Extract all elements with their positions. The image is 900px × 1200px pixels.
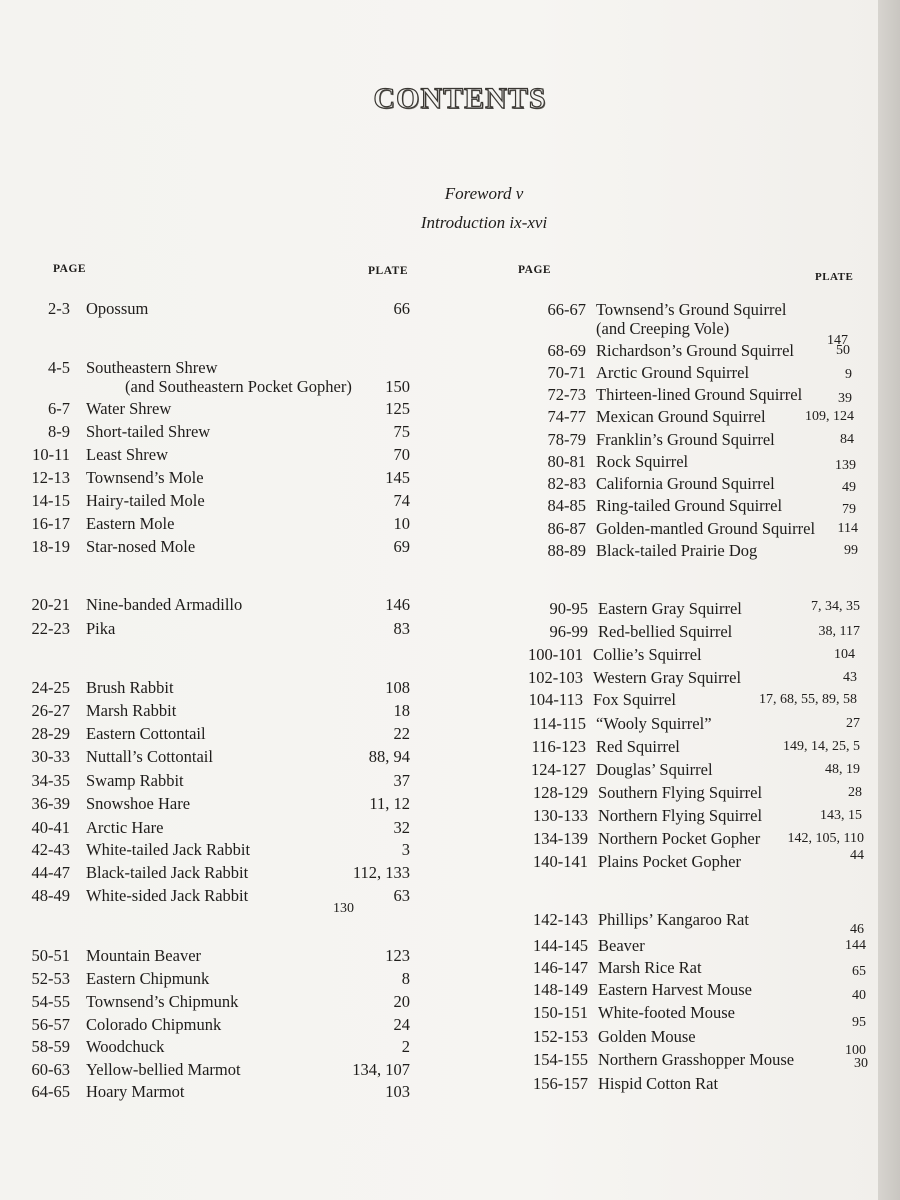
- entry-animal-name: Northern Grasshopper Mouse: [598, 1050, 795, 1069]
- entry-animal-name: Beaver: [598, 936, 645, 955]
- entry-page-range: 4-5: [48, 358, 70, 377]
- entry-page-range: 48-49: [31, 886, 70, 905]
- entry-page-range: 144-145: [533, 936, 588, 955]
- entry-plate-number: 38, 117: [818, 624, 860, 639]
- contents-entry: [510, 848, 864, 873]
- entry-animal-name: Golden-mantled Ground Squirrel: [596, 519, 816, 538]
- entry-plate-number: 142, 105, 110: [787, 831, 864, 846]
- entry-page-range: 24-25: [31, 678, 70, 697]
- entry-animal-name: Townsend’s Ground Squirrel: [596, 300, 787, 319]
- contents-entry: [510, 1026, 866, 1058]
- entry-page-range: 148-149: [533, 980, 588, 999]
- entry-plate-number: 18: [393, 701, 410, 720]
- entry-page-range: 100-101: [528, 645, 583, 664]
- entry-page-range: 114-115: [532, 714, 586, 733]
- entry-animal-name: Eastern Harvest Mouse: [598, 980, 752, 999]
- entry-plate-number: 17, 68, 55, 89, 58: [759, 692, 857, 707]
- contents-entry: [510, 935, 866, 957]
- entry-plate-number: 104: [834, 647, 855, 662]
- entry-plate-number: 95: [852, 1015, 866, 1030]
- entry-page-range: 6-7: [48, 399, 70, 418]
- entry-animal-name: Hoary Marmot: [86, 1082, 185, 1101]
- entry-plate-number: 143, 15: [820, 808, 862, 823]
- entry-plate-number: 149, 14, 25, 5: [783, 739, 860, 754]
- entry-page-range: 156-157: [533, 1074, 588, 1093]
- entry-page-range: 86-87: [547, 519, 586, 538]
- foreword-line: Foreword v: [444, 184, 524, 203]
- contents-entry: [510, 1049, 868, 1071]
- entry-page-range: 2-3: [48, 299, 70, 318]
- entry-plate-number: 83: [393, 619, 410, 638]
- entry-plate-number: 22: [393, 724, 410, 743]
- contents-entry: [505, 689, 857, 711]
- left-plate-header: PLATE: [368, 265, 408, 277]
- entry-animal-name: Douglas’ Squirrel: [596, 760, 713, 779]
- entry-plate-number: 43: [843, 670, 857, 685]
- entry-animal-name: Golden Mouse: [598, 1027, 696, 1046]
- entry-animal-name: Hispid Cotton Rat: [598, 1074, 719, 1093]
- entry-page-range: 140-141: [533, 852, 588, 871]
- contents-entry: [508, 406, 854, 428]
- entry-page-range: 142-143: [533, 910, 588, 929]
- entry-animal-name: Mexican Ground Squirrel: [596, 407, 766, 426]
- entry-animal-name: Least Shrew: [86, 445, 169, 464]
- left-page-header: PAGE: [53, 263, 87, 275]
- entry-page-range: 42-43: [31, 840, 70, 859]
- entry-animal-name: Marsh Rice Rat: [598, 958, 702, 977]
- contents-entry: [508, 429, 854, 451]
- entry-page-range: 52-53: [31, 969, 70, 988]
- entry-animal-name: Star-nosed Mole: [86, 537, 196, 556]
- entry-plate-number: 27: [846, 716, 860, 731]
- entry-plate-number: 75: [393, 422, 410, 441]
- entry-plate-number: 8: [401, 969, 410, 988]
- entry-animal-name: (and Creeping Vole): [596, 319, 730, 338]
- contents-entry: [508, 473, 856, 495]
- entry-page-range: 44-47: [31, 863, 70, 882]
- contents-entry: [508, 518, 858, 540]
- entry-page-range: 66-67: [547, 300, 586, 319]
- entry-plate-number: 24: [393, 1015, 410, 1034]
- entry-page-range: 130-133: [533, 806, 588, 825]
- entry-animal-name: Red-bellied Squirrel: [598, 622, 733, 641]
- entry-plate-number: 49: [842, 480, 856, 495]
- entry-plate-number: 145: [385, 468, 410, 487]
- entry-page-range: 8-9: [48, 422, 70, 441]
- entry-page-range: 20-21: [31, 595, 70, 614]
- entry-page-range: 18-19: [31, 537, 70, 556]
- contents-entry: [508, 736, 860, 758]
- entry-page-range: 84-85: [547, 496, 586, 515]
- entry-page-range: 74-77: [547, 407, 586, 426]
- contents-entry: [508, 495, 856, 517]
- entry-page-range: 22-23: [31, 619, 70, 638]
- entry-animal-name: Richardson’s Ground Squirrel: [596, 341, 794, 360]
- entry-animal-name: Brush Rabbit: [86, 678, 174, 697]
- entry-plate-number: 125: [385, 399, 410, 418]
- entry-animal-name: Yellow-bellied Marmot: [86, 1060, 241, 1079]
- entry-page-range: 72-73: [547, 385, 586, 404]
- entry-animal-name: Short-tailed Shrew: [86, 422, 211, 441]
- entry-animal-name: Fox Squirrel: [593, 690, 676, 709]
- entry-plate-number: 50: [836, 343, 850, 358]
- entry-animal-name: Rock Squirrel: [596, 452, 689, 471]
- entry-plate-number: 63: [393, 886, 410, 905]
- entry-animal-name: “Wooly Squirrel”: [596, 714, 712, 733]
- contents-entry: [505, 644, 855, 666]
- entry-plate-number: 99: [844, 543, 858, 558]
- entry-animal-name: Arctic Hare: [86, 818, 164, 837]
- entry-plate-number: 147: [827, 333, 848, 348]
- entry-page-range: 146-147: [533, 958, 588, 977]
- entry-animal-name: Water Shrew: [86, 399, 172, 418]
- contents-entry: [508, 362, 852, 384]
- contents-entry: [510, 805, 862, 827]
- contents-entry: [510, 1002, 866, 1030]
- entry-animal-name: Arctic Ground Squirrel: [596, 363, 750, 382]
- entry-page-range: 16-17: [31, 514, 70, 533]
- contents-entry: [510, 979, 866, 1001]
- entry-page-range: 30-33: [31, 747, 70, 766]
- entry-animal-name: Franklin’s Ground Squirrel: [596, 430, 775, 449]
- entry-plate-number: 9: [845, 367, 852, 382]
- entry-plate-number: 130: [333, 901, 354, 916]
- entry-animal-name: Southeastern Shrew: [86, 358, 218, 377]
- contents-entry: [510, 909, 864, 937]
- entry-animal-name: (and Southeastern Pocket Gopher): [125, 377, 352, 396]
- entry-page-range: 96-99: [549, 622, 588, 641]
- entry-page-range: 60-63: [31, 1060, 70, 1079]
- contents-entry: [508, 384, 852, 406]
- entry-animal-name: White-footed Mouse: [598, 1003, 736, 1022]
- entry-page-range: 36-39: [31, 794, 70, 813]
- entry-animal-name: Snowshoe Hare: [86, 794, 191, 813]
- entry-plate-number: 88, 94: [368, 747, 410, 766]
- entry-animal-name: Colorado Chipmunk: [86, 1015, 222, 1034]
- contents-entry: [0, 898, 354, 920]
- entry-plate-number: 32: [393, 818, 410, 837]
- entry-plate-number: 84: [840, 432, 854, 447]
- entry-plate-number: 123: [385, 946, 410, 965]
- entry-plate-number: 114: [837, 521, 858, 536]
- entry-plate-number: 40: [852, 988, 866, 1003]
- contents-entry: [510, 828, 864, 850]
- contents-entry: [510, 782, 862, 804]
- entry-page-range: 78-79: [547, 430, 586, 449]
- entry-animal-name: Hairy-tailed Mole: [86, 491, 205, 510]
- entry-animal-name: Eastern Chipmunk: [86, 969, 210, 988]
- entry-plate-number: 37: [393, 771, 410, 790]
- entry-page-range: 40-41: [31, 818, 70, 837]
- entry-plate-number: 11, 12: [369, 794, 410, 813]
- entry-animal-name: Red Squirrel: [596, 737, 680, 756]
- entry-plate-number: 139: [835, 458, 856, 473]
- entry-plate-number: 48, 19: [825, 762, 860, 777]
- entry-plate-number: 69: [393, 537, 410, 556]
- entry-page-range: 116-123: [531, 737, 586, 756]
- entry-page-range: 128-129: [533, 783, 588, 802]
- entry-page-range: 124-127: [531, 760, 586, 779]
- page-edge: [878, 0, 900, 1200]
- entry-animal-name: Woodchuck: [86, 1037, 165, 1056]
- entry-plate-number: 30: [854, 1056, 868, 1071]
- entry-page-range: 134-139: [533, 829, 588, 848]
- entry-plate-number: 65: [852, 964, 866, 979]
- entry-plate-number: 79: [842, 502, 856, 517]
- page-title: CONTENTS: [373, 82, 547, 115]
- entry-animal-name: Plains Pocket Gopher: [598, 852, 741, 871]
- entry-page-range: 102-103: [528, 668, 583, 687]
- entry-plate-number: 108: [385, 678, 410, 697]
- entry-plate-number: 150: [385, 377, 410, 396]
- entry-animal-name: Thirteen-lined Ground Squirrel: [596, 385, 803, 404]
- entry-page-range: 70-71: [547, 363, 586, 382]
- entry-animal-name: Swamp Rabbit: [86, 771, 184, 790]
- entry-animal-name: Collie’s Squirrel: [593, 645, 702, 664]
- entry-plate-number: 2: [401, 1037, 410, 1056]
- entry-animal-name: Northern Flying Squirrel: [598, 806, 763, 825]
- entry-animal-name: Marsh Rabbit: [86, 701, 177, 720]
- entry-page-range: 150-151: [533, 1003, 588, 1022]
- entry-animal-name: Townsend’s Mole: [86, 468, 204, 487]
- entry-page-range: 26-27: [31, 701, 70, 720]
- entry-animal-name: White-sided Jack Rabbit: [86, 886, 249, 905]
- entry-plate-number: 144: [845, 938, 866, 953]
- entry-plate-number: 100: [845, 1043, 866, 1058]
- entry-plate-number: 74: [393, 491, 410, 510]
- entry-animal-name: Pika: [86, 619, 116, 638]
- entry-page-range: 64-65: [31, 1082, 70, 1101]
- entry-plate-number: 10: [393, 514, 410, 533]
- entry-page-range: 50-51: [31, 946, 70, 965]
- entry-page-range: 28-29: [31, 724, 70, 743]
- entry-animal-name: Southern Flying Squirrel: [598, 783, 763, 802]
- contents-entry: [510, 957, 866, 979]
- entry-page-range: 54-55: [31, 992, 70, 1011]
- entry-animal-name: Phillips’ Kangaroo Rat: [598, 910, 749, 929]
- entry-plate-number: 28: [848, 785, 862, 800]
- entry-page-range: 152-153: [533, 1027, 588, 1046]
- right-page-header: PAGE: [518, 264, 552, 276]
- entry-page-range: 12-13: [31, 468, 70, 487]
- entry-page-range: 90-95: [549, 599, 588, 618]
- entry-page-range: 88-89: [547, 541, 586, 560]
- entry-plate-number: 20: [393, 992, 410, 1011]
- contents-entry: [508, 451, 856, 473]
- contents-entry: [508, 540, 858, 562]
- contents-entry: [508, 318, 848, 348]
- entry-animal-name: Western Gray Squirrel: [593, 668, 742, 687]
- entry-animal-name: Nuttall’s Cottontail: [86, 747, 213, 766]
- entry-animal-name: White-tailed Jack Rabbit: [86, 840, 251, 859]
- entry-page-range: 154-155: [533, 1050, 588, 1069]
- entry-page-range: 58-59: [31, 1037, 70, 1056]
- right-plate-header: PLATE: [815, 271, 854, 283]
- contents-entry: [510, 598, 860, 620]
- entry-page-range: 34-35: [31, 771, 70, 790]
- entry-animal-name: Townsend’s Chipmunk: [86, 992, 239, 1011]
- entry-plate-number: 146: [385, 595, 410, 614]
- entry-plate-number: 66: [393, 299, 410, 318]
- contents-entry: [510, 621, 860, 643]
- entry-animal-name: Black-tailed Prairie Dog: [596, 541, 758, 560]
- entry-plate-number: 103: [385, 1082, 410, 1101]
- contents-entry: [508, 340, 850, 362]
- entry-animal-name: Mountain Beaver: [86, 946, 202, 965]
- entry-page-range: 80-81: [547, 452, 586, 471]
- contents-entry: [505, 667, 857, 689]
- entry-page-range: 10-11: [32, 445, 70, 464]
- entry-animal-name: California Ground Squirrel: [596, 474, 775, 493]
- entry-plate-number: 3: [401, 840, 410, 859]
- introduction-line: Introduction ix-xvi: [420, 213, 548, 232]
- entry-page-range: 56-57: [31, 1015, 70, 1034]
- entry-animal-name: Eastern Gray Squirrel: [598, 599, 742, 618]
- entry-animal-name: Opossum: [86, 299, 149, 318]
- entry-plate-number: 46: [850, 922, 864, 937]
- entry-plate-number: 109, 124: [805, 409, 854, 424]
- entry-page-range: 82-83: [547, 474, 586, 493]
- entry-page-range: 104-113: [528, 690, 583, 709]
- entry-animal-name: Nine-banded Armadillo: [86, 595, 243, 614]
- entry-animal-name: Northern Pocket Gopher: [598, 829, 761, 848]
- entry-plate-number: 7, 34, 35: [811, 599, 860, 614]
- entry-page-range: 14-15: [31, 491, 70, 510]
- entry-plate-number: 134, 107: [352, 1060, 410, 1079]
- contents-entry: [508, 713, 860, 735]
- entry-plate-number: 44: [850, 848, 864, 863]
- contents-entry: [508, 759, 860, 781]
- entry-animal-name: Ring-tailed Ground Squirrel: [596, 496, 783, 515]
- entry-plate-number: 112, 133: [352, 863, 410, 882]
- entry-page-range: 68-69: [547, 341, 586, 360]
- contents-entry: [510, 1073, 868, 1095]
- entry-plate-number: 39: [838, 391, 852, 406]
- entry-animal-name: Black-tailed Jack Rabbit: [86, 863, 249, 882]
- entry-animal-name: Eastern Cottontail: [86, 724, 206, 743]
- entry-plate-number: 70: [393, 445, 410, 464]
- entry-animal-name: Eastern Mole: [86, 514, 175, 533]
